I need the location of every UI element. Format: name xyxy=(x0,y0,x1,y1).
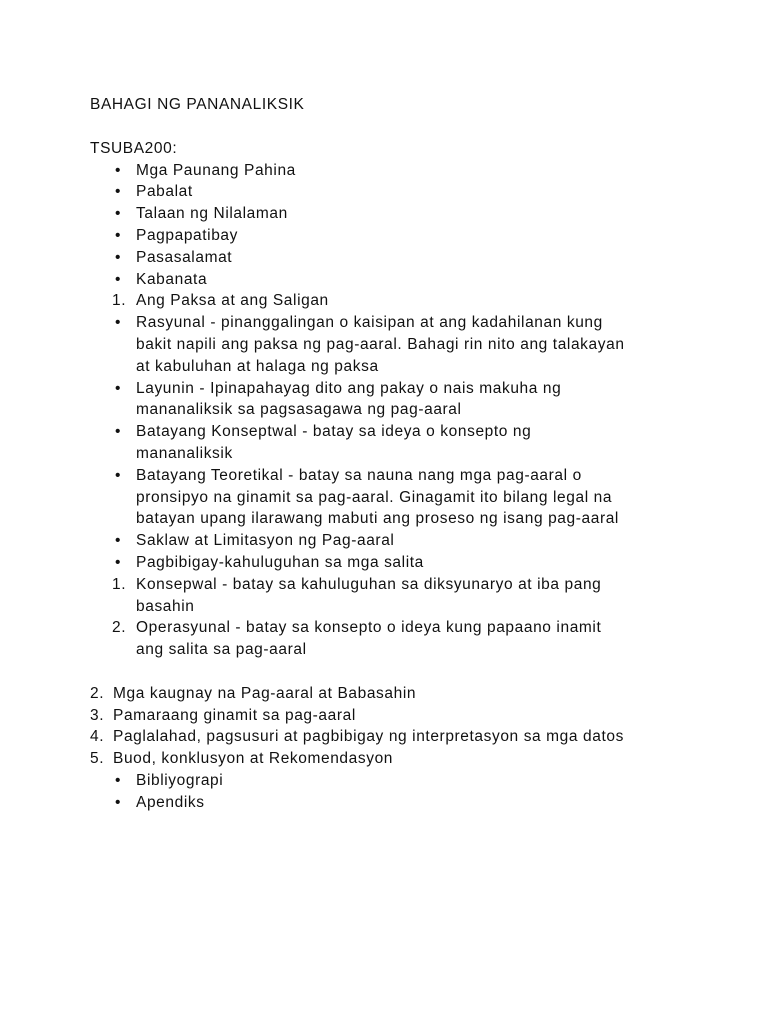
outline-list xyxy=(90,160,720,661)
text-line: Ang Paksa at ang Saligan xyxy=(136,292,329,310)
list-item-text xyxy=(136,792,720,814)
document-page xyxy=(90,94,720,814)
chapter-text: Mga kaugnay na Pag-aaral at Babasahin xyxy=(113,684,417,702)
chapter-text: Buod, konklusyon at Rekomendasyon xyxy=(113,750,394,768)
text-line: basahin xyxy=(136,597,195,615)
list-item-text xyxy=(136,378,720,422)
text-line: Saklaw at Limitasyon ng Pag-aaral xyxy=(136,532,395,550)
text-line: mananaliksik xyxy=(136,444,233,462)
list-item-text xyxy=(136,530,720,552)
list-item xyxy=(90,770,720,792)
text-line: Konsepwal - batay sa kahuluguhan sa diksyunaryo at iba pang xyxy=(136,575,602,593)
text-line: Pabalat xyxy=(136,183,193,201)
list-item xyxy=(90,269,720,291)
text-line: Operasyunal - batay sa konsepto o ideya kung papaano inamit xyxy=(136,619,602,637)
list-item-text xyxy=(136,465,720,530)
section-label: TSUBA200: xyxy=(90,139,178,157)
text-line: Talaan ng Nilalaman xyxy=(136,205,288,223)
list-item xyxy=(90,181,720,203)
number-marker: 5. xyxy=(90,750,105,768)
chapter-text: Pamaraang ginamit sa pag-aaral xyxy=(113,706,356,724)
list-item-text xyxy=(136,160,720,182)
number-marker: 2. xyxy=(90,684,105,702)
bullet-marker: • xyxy=(115,423,122,441)
list-item-text xyxy=(136,225,720,247)
list-item xyxy=(90,617,720,661)
text-line: batayan upang ilarawang mabuti ang proseso ng isang pag-aaral xyxy=(136,510,619,528)
appendix-list xyxy=(90,770,720,814)
list-item-text xyxy=(136,312,720,377)
list-item xyxy=(90,225,720,247)
bullet-marker: • xyxy=(115,161,122,179)
list-item-text xyxy=(136,421,720,465)
bullet-marker: • xyxy=(115,314,122,332)
text-line: Pagpapatibay xyxy=(136,226,239,244)
text-line: Bibliyograpi xyxy=(136,771,224,789)
chapter-text: Paglalahad, pagsusuri at pagbibigay ng interpretasyon sa mga datos xyxy=(113,728,624,746)
chapter-item xyxy=(90,683,720,705)
text-line: Batayang Konseptwal - batay sa ideya o konsepto ng xyxy=(136,423,532,441)
bullet-marker: • xyxy=(115,183,122,201)
number-marker: 3. xyxy=(90,706,105,724)
text-line: ang salita sa pag-aaral xyxy=(136,641,307,659)
bullet-marker: • xyxy=(115,553,122,571)
list-item xyxy=(90,421,720,465)
chapter-item xyxy=(90,705,720,727)
bullet-marker: • xyxy=(115,270,122,288)
list-item-text xyxy=(136,770,720,792)
list-item-text xyxy=(136,181,720,203)
text-line: Batayang Teoretikal - batay sa nauna nang mga pag-aaral o xyxy=(136,466,582,484)
bullet-marker: • xyxy=(115,532,122,550)
text-line: bakit napili ang paksa ng pag-aaral. Bahagi rin nito ang talakayan xyxy=(136,335,625,353)
text-line: at kabuluhan at halaga ng paksa xyxy=(136,357,379,375)
text-line: Pagbibigay-kahuluguhan sa mga salita xyxy=(136,553,424,571)
bullet-marker: • xyxy=(115,793,122,811)
number-marker: 1. xyxy=(112,292,127,310)
text-line: Rasyunal - pinanggalingan o kaisipan at ang kadahilanan kung xyxy=(136,314,603,332)
list-item-text xyxy=(136,247,720,269)
bullet-marker: • xyxy=(115,205,122,223)
list-item-text xyxy=(136,269,720,291)
number-marker: 2. xyxy=(112,619,127,637)
document-title: BAHAGI NG PANANALIKSIK xyxy=(90,96,305,113)
bullet-marker: • xyxy=(115,248,122,266)
text-line: Apendiks xyxy=(136,793,205,811)
list-item xyxy=(90,530,720,552)
text-line: mananaliksik sa pagsasagawa ng pag-aaral xyxy=(136,401,462,419)
list-item xyxy=(90,247,720,269)
spacer xyxy=(90,661,720,683)
list-item xyxy=(90,792,720,814)
list-item-text xyxy=(136,552,720,574)
number-marker: 4. xyxy=(90,728,105,746)
list-item xyxy=(90,290,720,312)
list-item-text xyxy=(136,203,720,225)
bullet-marker: • xyxy=(115,466,122,484)
list-item-text xyxy=(136,290,720,312)
text-line: pronsipyo na ginamit sa pag-aaral. Ginagamit ito bilang legal na xyxy=(136,488,613,506)
list-item xyxy=(90,574,720,618)
bullet-marker: • xyxy=(115,379,122,397)
chapter-list xyxy=(90,683,720,770)
chapter-item xyxy=(90,748,720,770)
list-item xyxy=(90,465,720,530)
text-line: Pasasalamat xyxy=(136,248,233,266)
text-line: Mga Paunang Pahina xyxy=(136,161,296,179)
number-marker: 1. xyxy=(112,575,127,593)
list-item xyxy=(90,312,720,377)
bullet-marker: • xyxy=(115,226,122,244)
text-line: Kabanata xyxy=(136,270,208,288)
bullet-marker: • xyxy=(115,771,122,789)
list-item xyxy=(90,203,720,225)
list-item xyxy=(90,160,720,182)
list-item xyxy=(90,552,720,574)
chapter-item xyxy=(90,726,720,748)
list-item xyxy=(90,378,720,422)
text-line: Layunin - Ipinapahayag dito ang pakay o nais makuha ng xyxy=(136,379,562,397)
list-item-text xyxy=(136,574,720,618)
list-item-text xyxy=(136,617,720,661)
